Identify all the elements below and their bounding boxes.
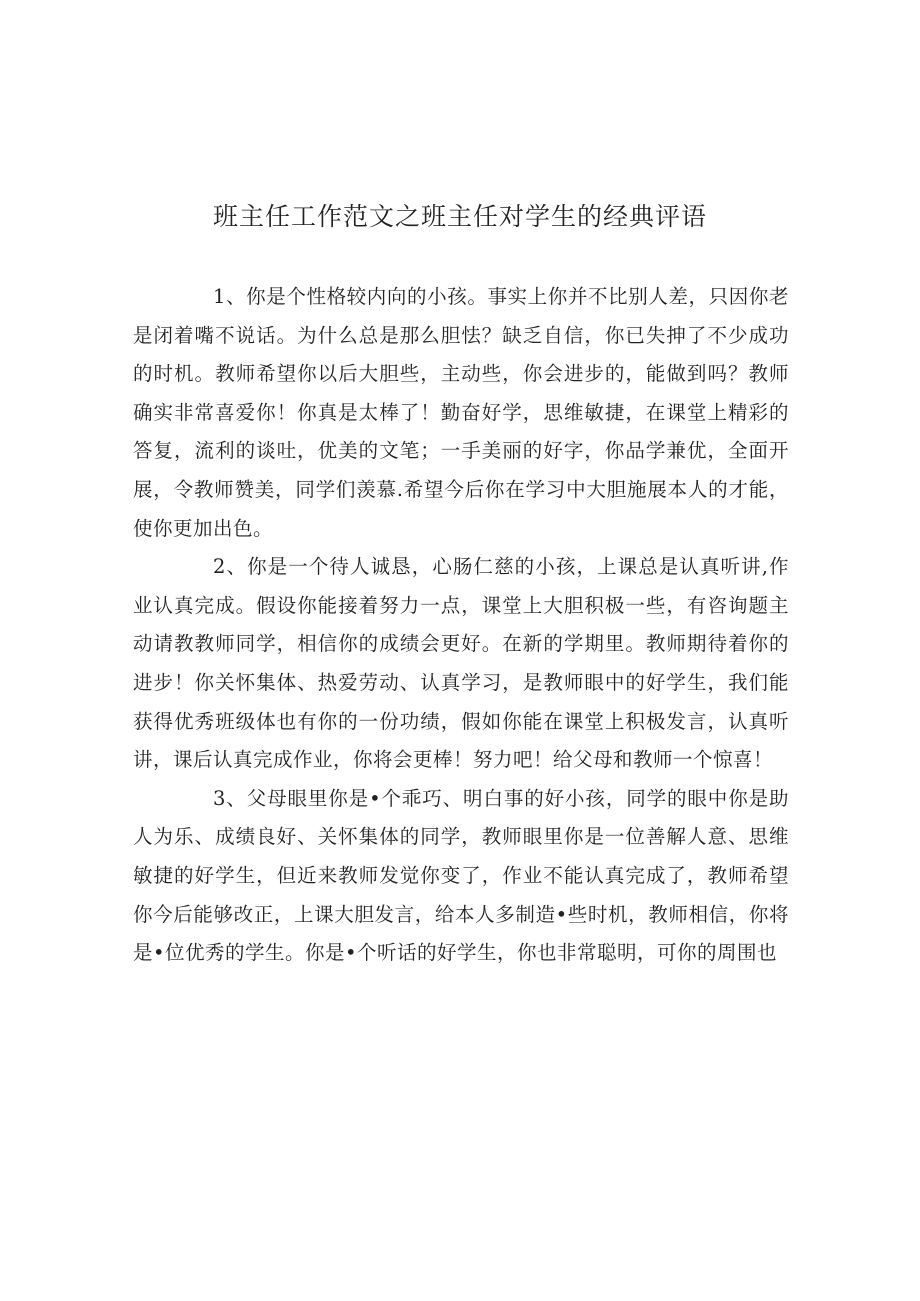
paragraph-1: 1、你是个性格较内向的小孩。事实上你并不比别人差，只因你老是闭着嘴不说话。为什么总是那么胆怯？缺乏自信，你已失抻了不少成功的时机。教师希望你以后大胆些，主动些，你会进步的，能做到吗？教师确实非常喜爱你！你真是太棒了！勤奋好学，思维敏捷，在课堂上精彩的答复，流利的谈吐，优美的文笔；一手美丽的好字，你品学兼优，全面开展，令教师赞美，同学们羡慕.希望今后你在学习中大胆施展本人的才能，使你更加出色。 [133, 285, 789, 540]
paragraph-2: 2、你是一个待人诚恳，心肠仁慈的小孩，上课总是认真听讲,作业认真完成。假设你能接着努力一点，课堂上大胆积极一些，有咨询题主动请教教师同学，相信你的成绩会更好。在新的学期里。教师期待着你的进步！你关怀集体、热爱劳动、认真学习，是教师眼中的好学生，我们能获得优秀班级体也有你的一份功绩，假如你能在课堂上积极发言，认真听讲，课后认真完成作业，你将会更棒！努力吧！给父母和教师一个惊喜！ [133, 555, 789, 772]
document-title: 班主任工作范文之班主任对学生的经典评语 [212, 202, 707, 231]
paragraph-3: 3、父母眼里你是•个乖巧、明白事的好小孩，同学的眼中你是助人为乐、成绩良好、关怀集体的同学，教师眼里你是一位善解人意、思维敏捷的好学生，但近来教师发觉你变了，作业不能认真完成了，教师希望你今后能够改正，上课大胆发言，给本人多制造•些时机，教师相信，你将是•位优秀的学生。你是•个听话的好学生，你也非常聪明，可你的周围也 [133, 786, 789, 965]
document-body [133, 278, 789, 973]
